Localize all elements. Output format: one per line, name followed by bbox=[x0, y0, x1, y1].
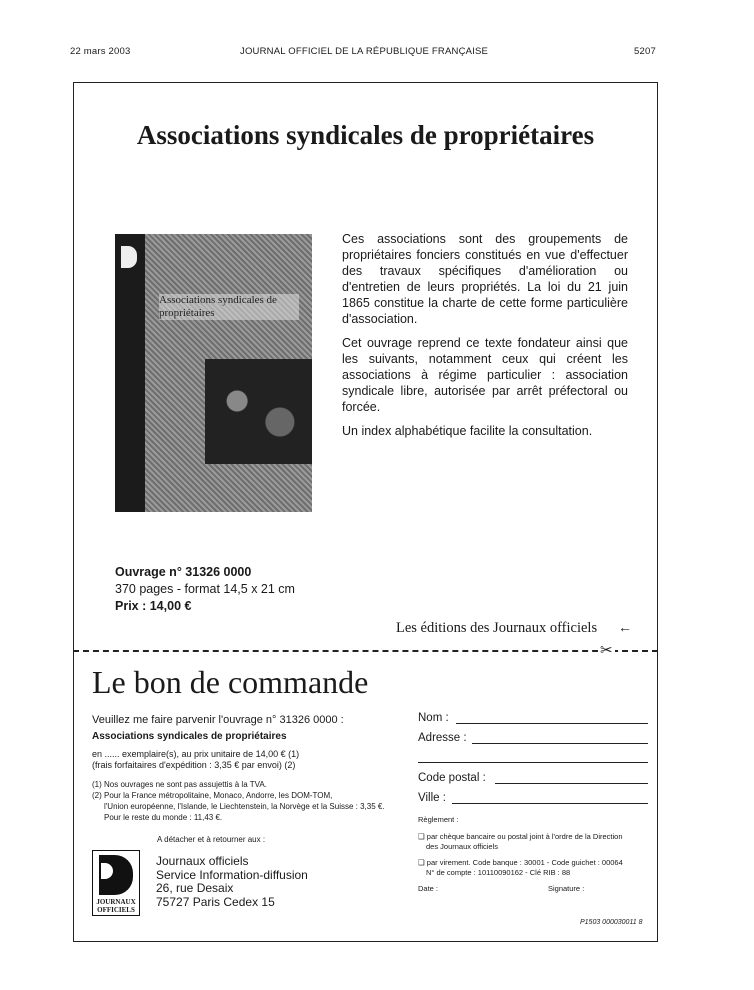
cover-spine bbox=[115, 234, 145, 512]
adresse-field[interactable] bbox=[472, 743, 648, 744]
address-line: Journaux officiels bbox=[156, 854, 249, 868]
payment-option-cheque[interactable]: ❑ par chèque bancaire ou postal joint à l'ordre de la Direction des Journaux officiels bbox=[418, 832, 623, 851]
signature-label: Signature : bbox=[548, 884, 585, 893]
advert-title: Associations syndicales de propriétaires bbox=[136, 120, 595, 150]
date-label: Date : bbox=[418, 884, 439, 893]
return-instruction: A détacher et à retourner aux : bbox=[157, 835, 266, 844]
book-format: 370 pages - format 14,5 x 21 cm bbox=[115, 582, 295, 596]
address-line: Service Information-diffusion bbox=[156, 867, 308, 882]
adresse-label: Adresse : bbox=[418, 732, 467, 744]
nom-label: Nom : bbox=[418, 712, 449, 724]
scissors-icon: ✂ bbox=[600, 642, 613, 659]
description-paragraph: Ces associations sont des groupements de propriétaires fonciers constitués en vue d'effectuer des travaux spécifiques d'amélioration ou d'entretien de leurs propriétés. La loi du 21 juin 1865 constitue la charte de cette forme particulière d'association. bbox=[342, 232, 628, 326]
order-request: Veuillez me faire parvenir l'ouvrage n° 31326 0000 : bbox=[92, 714, 344, 726]
book-cover-image bbox=[115, 234, 312, 512]
cover-photo bbox=[205, 359, 312, 464]
adresse-field-line2[interactable] bbox=[418, 762, 648, 763]
description-paragraph: Cet ouvrage reprend ce texte fondateur ainsi que les suivants, notamment ceux qui créent les associations à régime particulier : association syndicale libre, autorisée par arrêt préfectoral ou forcée. bbox=[342, 336, 628, 414]
book-ref-number: Ouvrage n° 31326 0000 bbox=[115, 565, 252, 579]
book-price: Prix : 14,00 € bbox=[115, 599, 192, 613]
footnote-2-cont: l'Union européenne, l'Islande, le Liechtenstein, la Norvège et la Suisse : 3,35 €. bbox=[104, 802, 385, 811]
cover-title: Associations syndicales de propriétaires bbox=[159, 294, 299, 320]
code-postal-field[interactable] bbox=[495, 783, 648, 784]
description-paragraph: Un index alphabétique facilite la consultation. bbox=[342, 424, 593, 438]
header-page-number: 5207 bbox=[634, 46, 656, 57]
footnote-2: (2) Pour la France métropolitaine, Monaco, Andorre, les DOM-TOM, bbox=[92, 791, 333, 800]
code-postal-label: Code postal : bbox=[418, 772, 486, 784]
header-journal-title: JOURNAL OFFICIEL DE LA RÉPUBLIQUE FRANÇAISE bbox=[240, 46, 489, 57]
order-shipping: (frais forfaitaires d'expédition : 3,35 € par envoi) (2) bbox=[92, 760, 296, 770]
footnote-2-world: Pour le reste du monde : 11,43 €. bbox=[104, 813, 223, 822]
payment-option-virement[interactable]: ❑ par virement. Code banque : 30001 - Code guichet : 00064 N° de compte : 10110090162 - Clé RIB : 88 bbox=[418, 858, 623, 877]
footer-code: P1503 000030011 8 bbox=[580, 919, 643, 926]
jo-logo-text: JOURNAUX OFFICIELS bbox=[96, 898, 136, 914]
book-description bbox=[342, 231, 628, 447]
payment-label: Règlement : bbox=[418, 815, 459, 824]
address-line: 75727 Paris Cedex 15 bbox=[156, 894, 275, 909]
book-reference bbox=[115, 564, 295, 615]
publisher-line: Les éditions des Journaux officiels bbox=[396, 620, 598, 636]
address-line: 26, rue Desaix bbox=[156, 881, 234, 895]
footnote-1: (1) Nos ouvrages ne sont pas assujettis à la TVA. bbox=[92, 780, 267, 789]
order-book-title: Associations syndicales de propriétaires bbox=[92, 731, 287, 742]
nom-field[interactable] bbox=[456, 723, 648, 724]
cover-logo-icon bbox=[121, 246, 137, 268]
arrow-left-icon: ← bbox=[618, 619, 632, 635]
journaux-officiels-logo bbox=[92, 850, 140, 916]
frame-bottom-rule bbox=[73, 941, 658, 942]
cut-line bbox=[73, 650, 658, 652]
ville-label: Ville : bbox=[418, 792, 446, 804]
header-date: 22 mars 2003 bbox=[70, 46, 131, 57]
order-details bbox=[92, 713, 402, 823]
order-copies[interactable]: en ...... exemplaire(s), au prix unitaire de 14,00 € (1) bbox=[92, 749, 300, 759]
order-form-heading: Le bon de commande bbox=[92, 664, 369, 700]
return-address bbox=[156, 855, 308, 909]
ville-field[interactable] bbox=[452, 803, 648, 804]
